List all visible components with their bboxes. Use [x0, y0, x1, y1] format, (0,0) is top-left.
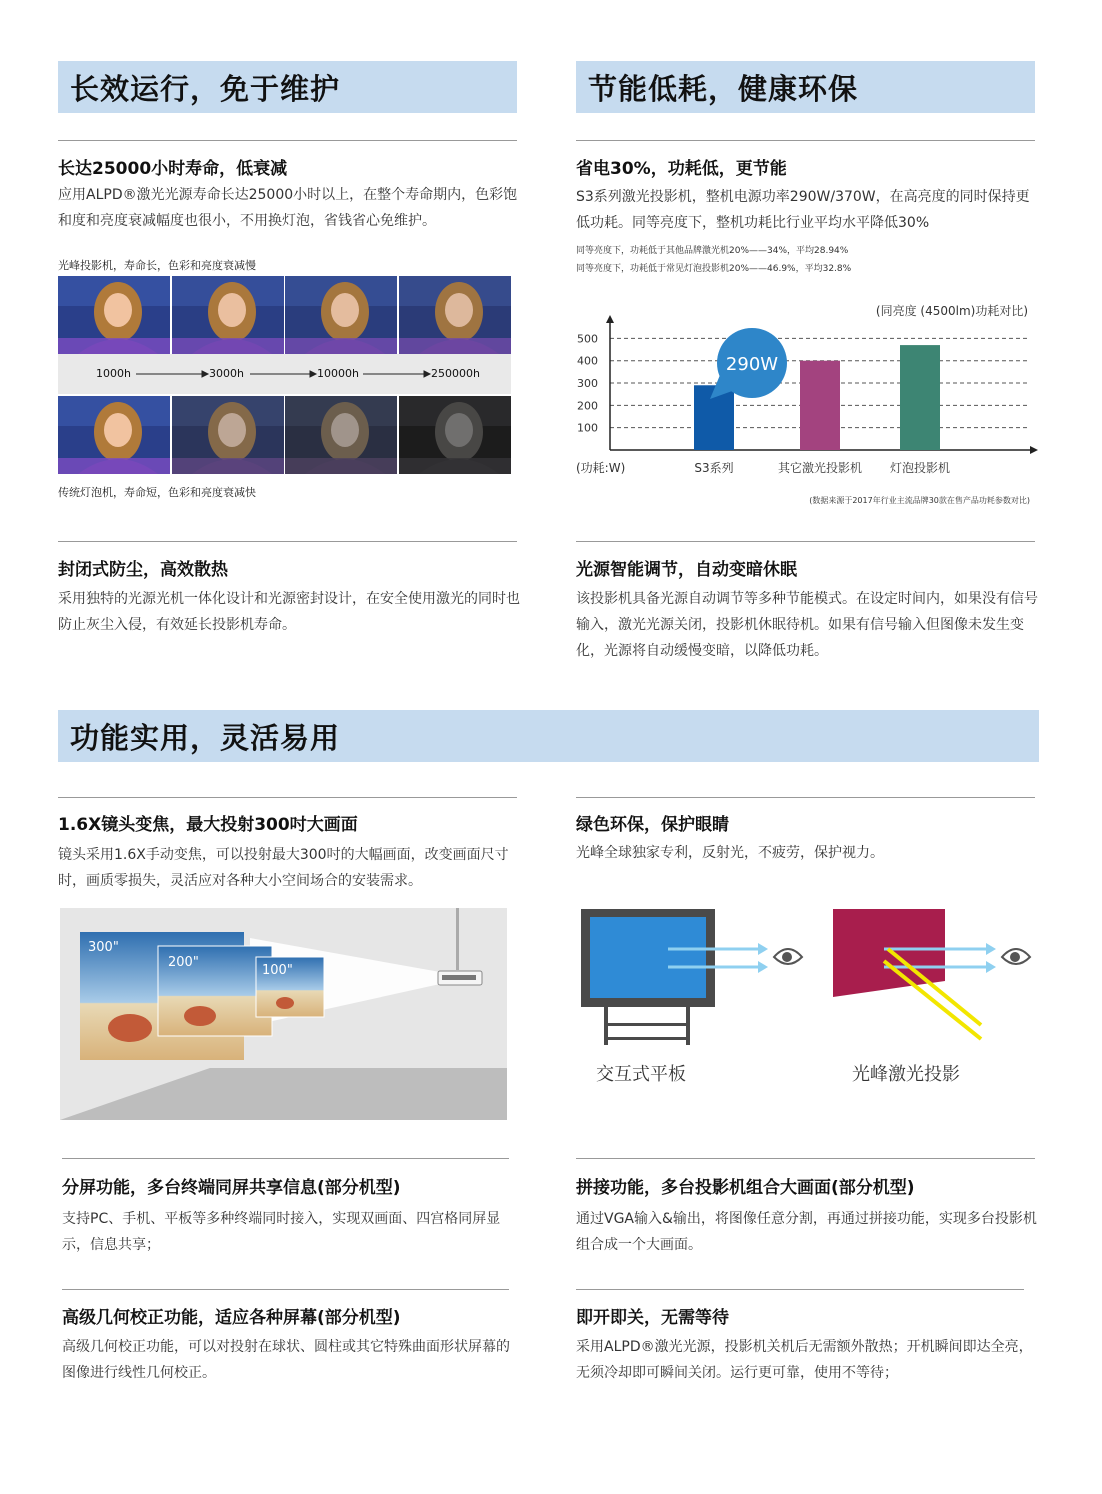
power-text: S3系列激光投影机，整机电源功率290W/370W，在高亮度的同时保持更低功耗。同等亮度下，整机功耗比行业平均水平降低30%: [576, 189, 1030, 231]
power-heading: 省电30%，功耗低，更节能: [576, 159, 787, 179]
divider: [58, 797, 517, 798]
split-heading: 分屏功能，多台终端同屏共享信息(部分机型): [62, 1178, 401, 1198]
arrow-icons: [58, 354, 511, 394]
stitch-heading: 拼接功能，多台投影机组合大画面(部分机型): [576, 1178, 915, 1198]
y-tick-label: 100: [577, 421, 598, 435]
power-note: 同等亮度下，功耗低于常见灯泡投影机20%——46.9%，平均32.8%: [576, 264, 852, 274]
eye-text: 光峰全球独家专利，反射光，不疲劳，保护视力。: [576, 845, 884, 861]
instant-text: 采用ALPD®激光光源，投影机关机后无需额外散热；开机瞬间即达全亮，无须冷却即可瞬间关闭。运行更可靠，使用不等待；: [576, 1339, 1033, 1381]
hour-label: 1000h: [96, 367, 131, 380]
lifetime-heading: 长达25000小时寿命，低衰减: [58, 159, 288, 179]
y-tick-label: 200: [577, 399, 598, 413]
x-tick-label: 其它激光投影机: [777, 461, 863, 475]
chart-source: (数据来源于2017年行业主流品牌30款在售产品功耗参数对比): [809, 496, 1030, 505]
divider: [62, 1158, 509, 1159]
divider: [576, 1289, 1024, 1290]
portrait-photo: [285, 396, 397, 474]
portrait-photo: [58, 396, 170, 474]
y-axis-label: (功耗:W): [576, 461, 626, 475]
y-tick-label: 400: [577, 354, 598, 368]
x-tick-label: 灯泡投影机: [889, 461, 951, 475]
divider: [576, 1158, 1035, 1159]
portrait-photo: [399, 396, 511, 474]
zoom-text: 镜头采用1.6X手动变焦，可以投射最大300吋的大幅画面，改变画面尺寸时，画质零损失，灵活应对各种大小空间场合的安装需求。: [58, 847, 509, 889]
hours-band: [58, 354, 511, 394]
laser-caption: 光峰投影机，寿命长，色彩和亮度衰减慢: [58, 259, 256, 272]
instant-heading: 即开即关，无需等待: [576, 1308, 729, 1328]
divider: [576, 797, 1035, 798]
portrait-photo: [285, 276, 397, 354]
zoom-heading: 1.6X镜头变焦，最大投射300吋大画面: [58, 815, 358, 835]
dust-heading: 封闭式防尘，高效散热: [58, 560, 228, 580]
label-interactive-panel: 交互式平板: [596, 1064, 686, 1085]
portrait-photo: [172, 276, 284, 354]
size-label-100: 100": [262, 963, 293, 978]
size-label-300: 300": [88, 940, 119, 955]
portrait-photo: [172, 396, 284, 474]
geometry-heading: 高级几何校正功能，适应各种屏幕(部分机型): [62, 1308, 401, 1328]
power-note: 同等亮度下，功耗低于其他品牌激光机20%——34%，平均28.94%: [576, 246, 849, 256]
divider: [58, 541, 517, 542]
smart-heading: 光源智能调节，自动变暗休眠: [576, 560, 797, 580]
section-title: 节能低耗，健康环保: [588, 72, 859, 106]
divider: [576, 140, 1035, 141]
y-tick-label: 300: [577, 377, 598, 391]
section-banner-energy: [576, 61, 1035, 113]
lifetime-text: 应用ALPD®激光光源寿命长达25000小时以上，在整个寿命期内，色彩饱和度和亮度衰减幅度也很小，不用换灯泡，省钱省心免维护。: [58, 187, 518, 229]
dust-text: 采用独特的光源光机一体化设计和光源密封设计，在安全使用激光的同时也防止灰尘入侵，有效延长投影机寿命。: [58, 591, 520, 633]
hour-label: 10000h: [317, 367, 359, 380]
bar: [800, 361, 840, 450]
section-title: 长效运行，免于维护: [70, 72, 341, 106]
lamp-caption: 传统灯泡机，寿命短，色彩和亮度衰减快: [58, 486, 256, 499]
section-title: 功能实用，灵活易用: [70, 721, 341, 755]
section-banner-longevity: [58, 61, 517, 113]
divider: [58, 140, 517, 141]
eye-comparison-illustration: [576, 905, 1041, 1055]
chart-title: (同亮度 (4500lm)功耗对比): [875, 304, 1028, 318]
geometry-text: 高级几何校正功能，可以对投射在球状、圆柱或其它特殊曲面形状屏幕的图像进行线性几何校正。: [62, 1339, 510, 1381]
stitch-text: 通过VGA输入&输出，将图像任意分割，再通过拼接功能，实现多台投影机组合成一个大画面。: [576, 1211, 1037, 1253]
divider: [576, 541, 1035, 542]
section-banner-features: [58, 710, 1039, 762]
hour-label: 250000h: [431, 367, 480, 380]
x-tick-label: S3系列: [694, 461, 734, 475]
eye-heading: 绿色环保，保护眼睛: [576, 815, 729, 835]
y-tick-label: 500: [577, 332, 598, 346]
power-chart: [570, 295, 1040, 515]
label-laser-projection: 光峰激光投影: [852, 1064, 960, 1085]
callout-label: 290W: [725, 354, 779, 375]
portrait-photo: [399, 276, 511, 354]
portrait-photo: [58, 276, 170, 354]
bar: [900, 345, 940, 450]
size-label-200: 200": [168, 955, 199, 970]
x-axis-arrow: [1030, 446, 1038, 454]
hour-label: 3000h: [209, 367, 244, 380]
lifetime-comparison-image: [58, 276, 511, 474]
divider: [62, 1289, 509, 1290]
projection-illustration: [60, 908, 507, 1120]
smart-text: 该投影机具备光源自动调节等多种节能模式。在设定时间内，如果没有信号输入，激光光源关闭，投影机休眠待机。如果有信号输入但图像未发生变化，光源将自动缓慢变暗，以降低功耗。: [576, 591, 1038, 659]
y-axis-arrow: [606, 315, 614, 323]
split-text: 支持PC、手机、平板等多种终端同时接入，实现双画面、四宫格同屏显示，信息共享；: [62, 1211, 501, 1253]
